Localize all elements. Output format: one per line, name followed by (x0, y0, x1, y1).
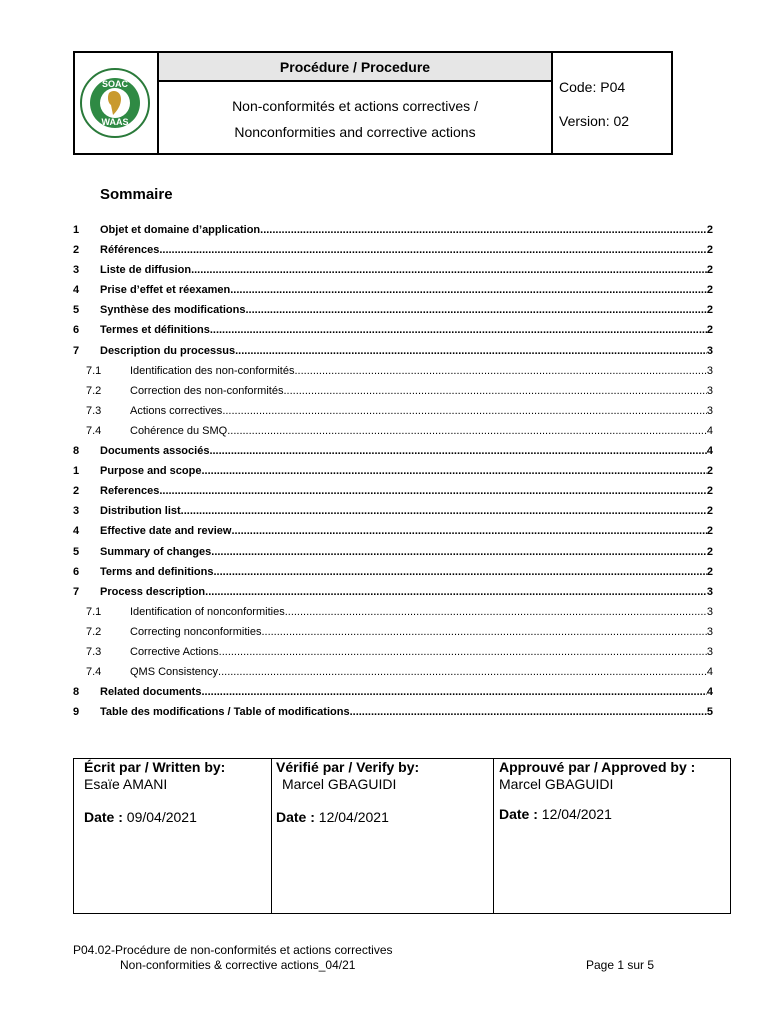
toc-entry-label: Références (100, 244, 160, 257)
title-en: Nonconformities and corrective actions (234, 124, 476, 140)
toc-entry[interactable] (73, 401, 713, 421)
toc-entry-number: 2 (73, 485, 80, 498)
toc-entry-number: 1 (73, 224, 80, 236)
toc-entry-number: 6 (73, 565, 80, 578)
document-title (159, 93, 551, 145)
toc-entry[interactable] (73, 220, 713, 240)
toc-entry[interactable] (73, 320, 713, 340)
page-number: Page 1 sur 5 (586, 958, 655, 972)
toc-entry[interactable] (73, 682, 713, 702)
soac-waas-logo-icon (75, 53, 155, 151)
toc-leader-dots (201, 682, 706, 702)
toc-entry-label: Description du processus (100, 344, 236, 357)
toc-entry[interactable] (73, 622, 713, 642)
toc-entry-page: 2 (706, 525, 713, 538)
toc-entry-page: 2 (706, 304, 713, 317)
toc-entry-page: 5 (706, 706, 713, 719)
title-fr: Non-conformités et actions correctives / (232, 98, 478, 114)
toc-entry-page: 3 (706, 585, 713, 598)
toc-entry-label: Identification of nonconformities (130, 605, 285, 618)
toc-entry-label: Correction des non-conformités (130, 384, 284, 397)
title-cell (159, 53, 553, 153)
toc-entry[interactable] (73, 521, 713, 541)
toc-entry-number: 7.3 (86, 404, 102, 417)
toc-entry-label: Corrective Actions (130, 645, 219, 658)
toc-entry-label: Liste de diffusion (100, 264, 192, 277)
written-by-heading: Écrit par / Written by: (84, 759, 226, 775)
toc-entry-page: 4 (706, 686, 713, 699)
toc-entry-number: 8 (73, 445, 80, 458)
toc-leader-dots (350, 702, 707, 722)
approved-by-heading: Approuvé par / Approved by : (499, 759, 696, 775)
approved-date: Date : 12/04/2021 (499, 806, 612, 822)
toc-leader-dots (285, 602, 707, 622)
toc-entry[interactable] (73, 642, 713, 662)
toc-entry-number: 7.3 (86, 645, 102, 658)
toc-entry-page: 2 (706, 264, 713, 277)
table-of-contents (73, 220, 713, 722)
toc-entry-page: 2 (706, 565, 713, 578)
toc-entry-page: 3 (706, 605, 713, 618)
toc-entry-label: Process description (100, 585, 206, 598)
toc-entry[interactable] (73, 562, 713, 582)
toc-leader-dots (210, 320, 707, 340)
toc-entry-page: 2 (706, 505, 713, 518)
toc-entry-number: 4 (73, 284, 80, 297)
toc-leader-dots (245, 300, 706, 320)
toc-leader-dots (213, 562, 706, 582)
toc-entry-label: QMS Consistency (130, 666, 219, 679)
toc-entry-page: 3 (706, 645, 713, 658)
toc-leader-dots (227, 421, 707, 441)
toc-leader-dots (159, 240, 707, 260)
toc-entry-number: 8 (73, 686, 80, 699)
toc-entry-number: 2 (73, 244, 80, 257)
toc-entry[interactable] (73, 481, 713, 501)
svg-text:SOAC: SOAC (101, 79, 129, 89)
toc-leader-dots (230, 280, 707, 300)
toc-entry-number: 3 (73, 505, 80, 518)
toc-entry-page: 2 (706, 465, 713, 478)
toc-entry[interactable] (73, 300, 713, 320)
toc-entry[interactable] (73, 260, 713, 280)
toc-leader-dots (209, 441, 706, 461)
toc-entry-page: 4 (706, 445, 713, 458)
document-code: Code: P04 (559, 79, 626, 95)
verified-date: Date : 12/04/2021 (276, 809, 389, 825)
toc-entry-page: 2 (706, 224, 713, 236)
toc-entry-label: Related documents (100, 686, 202, 699)
approval-table (73, 758, 731, 914)
toc-entry-page: 4 (706, 666, 713, 679)
toc-entry[interactable] (73, 702, 713, 722)
toc-leader-dots (222, 401, 707, 421)
toc-entry[interactable] (73, 381, 713, 401)
toc-entry[interactable] (73, 421, 713, 441)
verified-by-cell (272, 759, 494, 913)
toc-entry-label: Cohérence du SMQ (130, 424, 228, 437)
logo-cell (75, 53, 159, 153)
toc-entry-page: 4 (706, 424, 713, 437)
procedure-label: Procédure / Procedure (159, 53, 551, 82)
toc-entry-page: 3 (706, 404, 713, 417)
toc-entry[interactable] (73, 441, 713, 461)
toc-entry[interactable] (73, 341, 713, 361)
toc-leader-dots (261, 622, 706, 642)
toc-entry[interactable] (73, 280, 713, 300)
toc-leader-dots (235, 341, 707, 361)
svg-text:WAAS: WAAS (101, 117, 129, 127)
toc-entry-number: 7.2 (86, 625, 102, 638)
sommaire-heading: Sommaire (100, 186, 173, 203)
toc-entry-page: 2 (706, 284, 713, 297)
code-cell (553, 53, 671, 153)
toc-entry-page: 3 (706, 625, 713, 638)
toc-entry[interactable] (73, 240, 713, 260)
toc-leader-dots (191, 260, 707, 280)
toc-leader-dots (260, 220, 707, 240)
toc-entry-label: Prise d’effet et réexamen (100, 284, 231, 297)
footer-subtitle: Non-conformities & corrective actions_04/21 (120, 958, 356, 972)
toc-entry-label: Effective date and review (100, 525, 232, 538)
toc-entry-number: 3 (73, 264, 80, 277)
toc-leader-dots (159, 481, 707, 501)
toc-entry[interactable] (73, 582, 713, 602)
toc-entry-page: 3 (706, 364, 713, 377)
toc-entry-number: 7 (73, 344, 80, 357)
toc-entry-page: 2 (706, 324, 713, 337)
toc-leader-dots (205, 582, 707, 602)
toc-entry-page: 3 (706, 344, 713, 357)
approved-by-name: Marcel GBAGUIDI (499, 776, 614, 792)
toc-entry-number: 7 (73, 585, 80, 598)
toc-entry-page: 3 (706, 384, 713, 397)
toc-leader-dots (211, 542, 707, 562)
toc-entry-page: 2 (706, 244, 713, 257)
toc-entry-number: 7.4 (86, 666, 102, 679)
toc-entry-label: Terms and definitions (100, 565, 214, 578)
toc-entry-number: 7.1 (86, 605, 102, 618)
toc-entry-label: Purpose and scope (100, 465, 202, 478)
toc-leader-dots (201, 461, 706, 481)
toc-entry-page: 2 (706, 485, 713, 498)
toc-entry[interactable] (73, 662, 713, 682)
written-by-name: Esaïe AMANI (84, 776, 168, 792)
written-by-cell (74, 759, 272, 913)
toc-entry[interactable] (73, 542, 713, 562)
toc-entry[interactable] (73, 461, 713, 481)
approved-by-cell (494, 759, 730, 913)
written-date: Date : 09/04/2021 (84, 809, 197, 825)
toc-entry-number: 7.4 (86, 424, 102, 437)
toc-entry-label: Actions correctives (130, 404, 223, 417)
toc-entry-number: 7.1 (86, 364, 102, 377)
toc-entry-number: 6 (73, 324, 80, 337)
toc-entry-label: Synthèse des modifications (100, 304, 246, 317)
toc-leader-dots (181, 501, 707, 521)
toc-entry[interactable] (73, 602, 713, 622)
toc-leader-dots (294, 361, 706, 381)
toc-entry-label: Documents associés (100, 445, 210, 458)
toc-entry-label: Distribution list (100, 505, 181, 518)
toc-entry[interactable] (73, 501, 713, 521)
document-version: Version: 02 (559, 113, 630, 129)
toc-entry-number: 5 (73, 545, 80, 558)
toc-entry-label: Termes et définitions (100, 324, 210, 337)
toc-entry-number: 9 (73, 706, 80, 719)
toc-entry-label: References (100, 485, 160, 498)
footer-reference: P04.02-Procédure de non-conformités et actions correctives (73, 943, 393, 957)
verified-by-name: Marcel GBAGUIDI (282, 776, 397, 792)
toc-leader-dots (219, 642, 707, 662)
toc-entry-label: Correcting nonconformities (130, 625, 262, 638)
toc-entry-number: 7.2 (86, 384, 102, 397)
toc-entry-number: 5 (73, 304, 80, 317)
toc-entry-number: 4 (73, 525, 80, 538)
document-header (73, 51, 673, 155)
toc-entry-label: Identification des non-conformités (130, 364, 295, 377)
toc-entry-label: Objet et domaine d’application (100, 224, 261, 236)
toc-leader-dots (218, 662, 707, 682)
toc-leader-dots (231, 521, 706, 541)
toc-leader-dots (283, 381, 706, 401)
toc-entry-number: 1 (73, 465, 80, 478)
toc-entry-page: 2 (706, 545, 713, 558)
toc-entry-label: Summary of changes (100, 545, 212, 558)
verified-by-heading: Vérifié par / Verify by: (276, 759, 420, 775)
toc-entry-label: Table des modifications / Table of modifications (100, 706, 350, 719)
toc-entry[interactable] (73, 361, 713, 381)
